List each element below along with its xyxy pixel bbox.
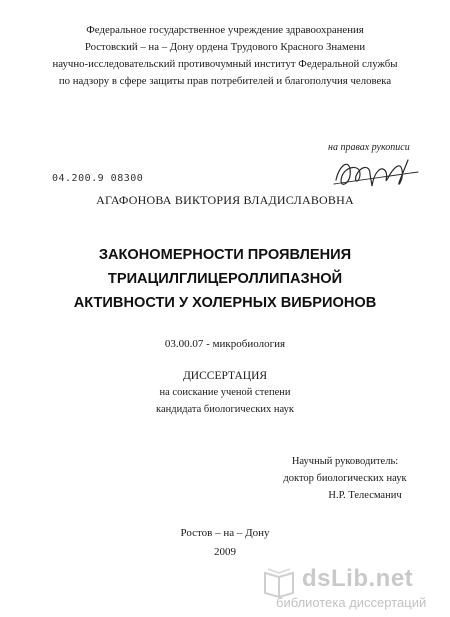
signature-image xyxy=(330,150,425,195)
degree-line-1: на соискание ученой степени xyxy=(159,387,291,398)
book-logo-icon xyxy=(262,565,296,599)
institution-line-4: по надзору в сфере защиты прав потребителей и благополучия человека xyxy=(58,75,392,87)
institution-line-3: научно-исследовательский противочумный институт Федеральной службы xyxy=(52,58,398,70)
manuscript-note: на правах рукописи xyxy=(328,142,410,153)
library-stamp-number: 04.200.9 08300 xyxy=(52,173,144,184)
year: 2009 xyxy=(214,546,236,558)
document-type: ДИССЕРТАЦИЯ xyxy=(182,370,268,382)
city: Ростов – на – Дону xyxy=(180,527,270,539)
supervisor-title: доктор биологических наук xyxy=(283,473,407,484)
watermark-site-name: dsLib.net xyxy=(302,565,414,592)
title-line-2: ТРИАЦИЛГЛИЦЕРОЛЛИПАЗНОЙ xyxy=(107,271,343,287)
supervisor-name: Н.Р. Телесманич xyxy=(328,490,402,501)
supervisor-label: Научный руководитель: xyxy=(291,456,399,467)
specialty-code: 03.00.07 - микробиология xyxy=(164,338,286,350)
watermark-subtitle: библиотека диссертаций xyxy=(276,595,427,610)
title-line-3: АКТИВНОСТИ У ХОЛЕРНЫХ ВИБРИОНОВ xyxy=(73,295,377,311)
degree-line-2: кандидата биологических наук xyxy=(156,404,294,415)
dslib-watermark[interactable] xyxy=(262,563,442,611)
title-line-1: ЗАКОНОМЕРНОСТИ ПРОЯВЛЕНИЯ xyxy=(98,247,352,263)
institution-line-1: Федеральное государственное учреждение здравоохранения xyxy=(86,24,364,36)
institution-line-2: Ростовский – на – Дону ордена Трудового Красного Знамени xyxy=(84,41,366,53)
author-name: АГАФОНОВА ВИКТОРИЯ ВЛАДИСЛАВОВНА xyxy=(96,193,354,207)
